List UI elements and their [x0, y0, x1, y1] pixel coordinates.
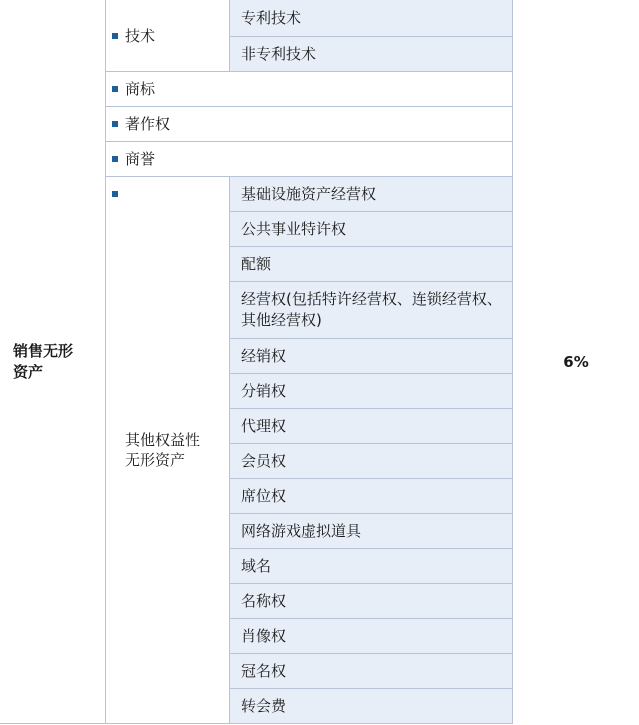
item-seat-right: 席位权: [230, 479, 513, 514]
subcategory-other-equity-intangibles: 其他权益性 无形资产: [106, 177, 230, 724]
item-virtual-game-items: 网络游戏虚拟道具: [230, 514, 513, 549]
item-non-patent-technology: 非专利技术: [230, 37, 513, 72]
subcategory-trademark: 商标: [106, 72, 513, 107]
subcategory-goodwill: 商誉: [106, 142, 513, 177]
square-bullet-icon: [112, 33, 118, 39]
category-cell: [0, 0, 106, 724]
item-distribution-right: 经销权: [230, 339, 513, 374]
item-naming-right: 冠名权: [230, 654, 513, 689]
subcategory-technology: [106, 0, 230, 72]
item-portrait-right: 肖像权: [230, 619, 513, 654]
tax-rate: 6%: [563, 353, 589, 371]
square-bullet-icon: [112, 86, 118, 92]
square-bullet-icon: [112, 191, 118, 197]
item-name-right: 名称权: [230, 584, 513, 619]
item-sub-distribution-right: 分销权: [230, 374, 513, 409]
item-infrastructure-operating-right: 基础设施资产经营权: [230, 177, 513, 212]
item-transfer-fee: 转会费: [230, 689, 513, 724]
item-membership-right: 会员权: [230, 444, 513, 479]
item-operating-right: 经营权(包括特许经营权、连锁经营权、其他经营权): [230, 282, 513, 339]
item-patent-technology: 专利技术: [230, 0, 513, 37]
subcategory-label: 技术: [125, 26, 156, 45]
square-bullet-icon: [112, 121, 118, 127]
item-quota: 配额: [230, 247, 513, 282]
item-public-utility-franchise: 公共事业特许权: [230, 212, 513, 247]
item-agency-right: 代理权: [230, 409, 513, 444]
item-domain-name: 域名: [230, 549, 513, 584]
category-label: 销售无形 资产: [13, 341, 74, 381]
subcategory-copyright: 著作权: [106, 107, 513, 142]
square-bullet-icon: [112, 156, 118, 162]
